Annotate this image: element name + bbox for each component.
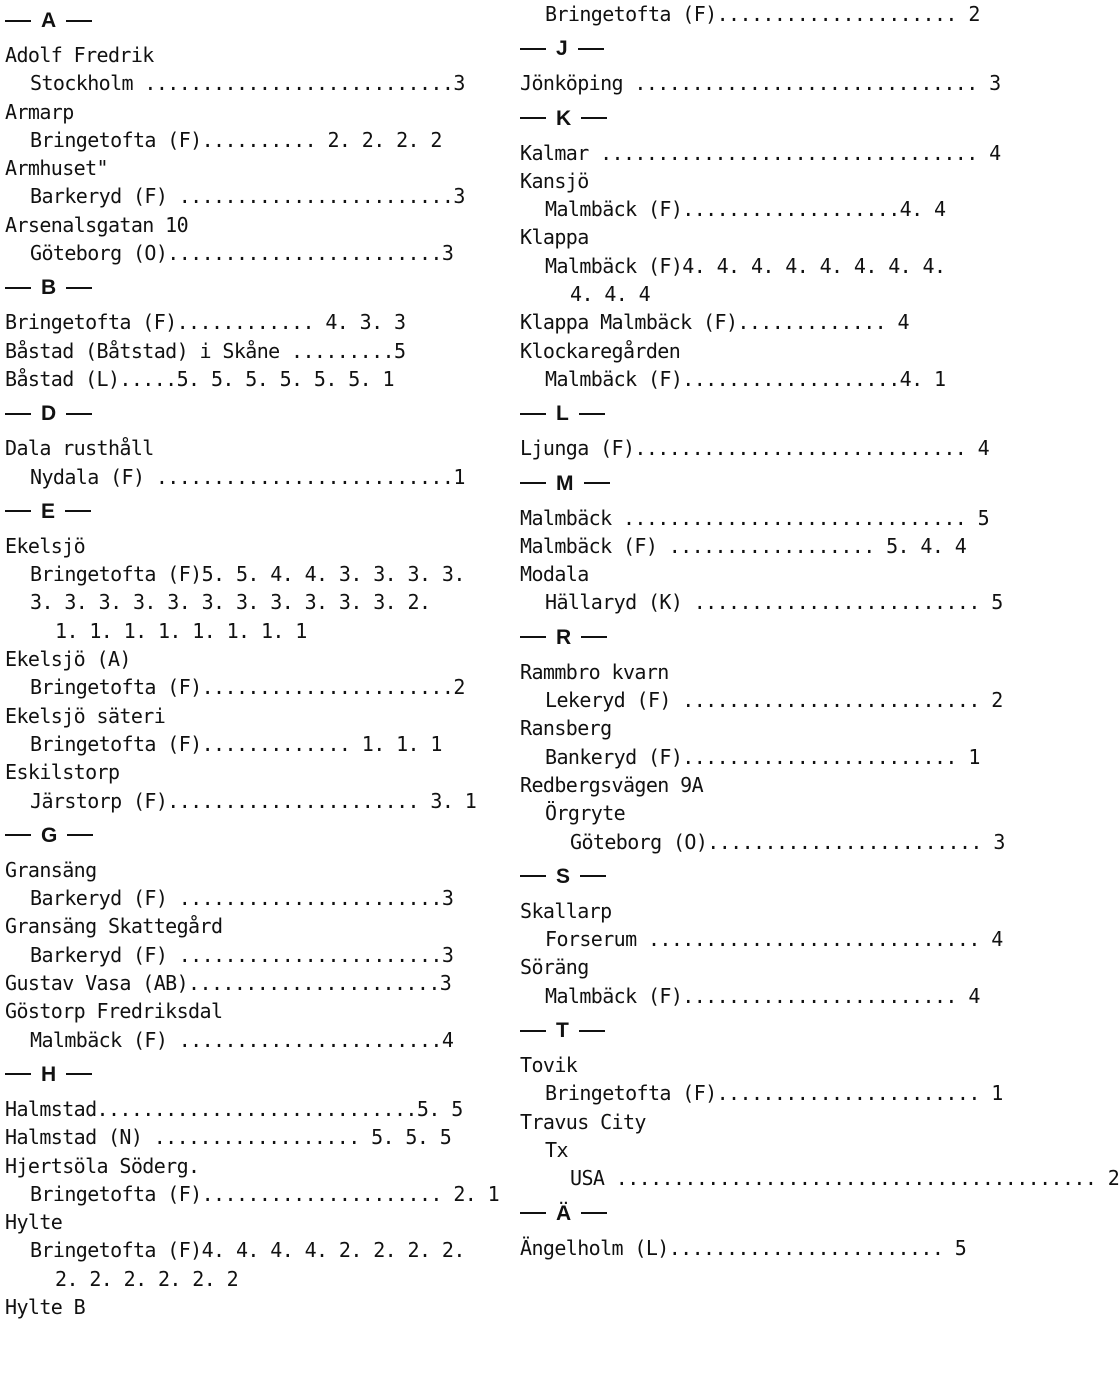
index-subentry: Lekeryd (F) .......................... 2: [545, 688, 1003, 713]
heading-dash-left: [520, 636, 546, 638]
heading-dash-right: [67, 834, 93, 836]
index-entry: Ängelholm (L)........................ 5: [520, 1235, 967, 1260]
index-entry: Hjertsöla Söderg.: [5, 1153, 200, 1178]
index-subentry: Malmbäck (F) .......................4: [30, 1027, 454, 1052]
index-entry: Bringetofta (F)............ 4. 3. 3: [5, 310, 406, 335]
heading-dash-right: [66, 413, 92, 415]
index-subentry: Forserum ............................. 4: [545, 927, 1003, 952]
section-letter: E: [41, 499, 56, 523]
index-entry: Modala: [520, 562, 589, 587]
index-entry: Båstad (L).....5. 5. 5. 5. 5. 5. 1: [5, 366, 394, 391]
index-subentry: Barkeryd (F) .......................3: [30, 886, 454, 911]
index-subentry: Bringetofta (F)..................... 2. 1: [30, 1181, 500, 1206]
section-heading: [5, 0, 455, 41]
section-letter: M: [556, 471, 574, 495]
heading-dash-left: [5, 1073, 31, 1075]
heading-dash-left: [520, 1212, 546, 1214]
index-entry: Armarp: [5, 99, 74, 124]
section-heading: [5, 815, 455, 856]
index-entry: Ekelsjö säteri: [5, 703, 166, 728]
index-entry: Halmstad (N) .................. 5. 5. 5: [5, 1125, 452, 1150]
index-column-right: [520, 0, 1119, 1262]
index-entry: Kalmar ................................. 4: [520, 140, 1001, 165]
index-entry: Ljunga (F)............................. 4: [520, 436, 990, 461]
section-letter: A: [41, 9, 57, 32]
index-subentry: USA .......................................... 2: [570, 1166, 1119, 1191]
index-subentry: 2. 2. 2. 2. 2. 2: [55, 1266, 239, 1291]
index-subentry: Bringetofta (F)....................... 1: [545, 1081, 1003, 1106]
section-heading: [520, 1010, 970, 1051]
index-subentry: 1. 1. 1. 1. 1. 1. 1. 1: [55, 618, 307, 643]
index-entry: Adolf Fredrik: [5, 43, 154, 67]
section-letter: H: [41, 1062, 57, 1086]
index-entry: Hylte: [5, 1210, 63, 1235]
index-entry: Gransäng Skattegård: [5, 914, 223, 939]
index-subentry: Bringetofta (F)5. 5. 4. 4. 3. 3. 3. 3.: [30, 562, 465, 587]
index-entry: Skallarp: [520, 898, 612, 923]
section-letter: G: [41, 823, 58, 847]
index-subentry: Barkeryd (F) ........................3: [30, 184, 465, 209]
index-entry: Ransberg: [520, 716, 612, 741]
index-subentry: Bringetofta (F)..................... 2: [545, 2, 980, 26]
section-letter: L: [556, 402, 569, 426]
heading-dash-left: [520, 1030, 546, 1032]
index-subentry: Göteborg (O)........................3: [30, 241, 454, 266]
heading-dash-right: [66, 20, 92, 22]
index-entry: Kansjö: [520, 168, 589, 193]
index-entry: Tovik: [520, 1053, 578, 1078]
section-letter: T: [556, 1019, 569, 1043]
heading-dash-left: [520, 117, 546, 119]
index-entry: Klappa Malmbäck (F)............. 4: [520, 310, 909, 335]
section-letter: K: [556, 106, 572, 130]
heading-dash-left: [5, 413, 31, 415]
heading-dash-right: [579, 413, 605, 415]
index-entry: Gustav Vasa (AB)......................3: [5, 971, 452, 996]
index-subentry: Malmbäck (F)........................ 4: [545, 983, 980, 1008]
index-subentry: Tx: [545, 1137, 568, 1162]
index-subentry: Järstorp (F)...................... 3. 1: [30, 788, 477, 813]
section-heading: [5, 491, 455, 532]
index-subentry: Bringetofta (F).......... 2. 2. 2. 2: [30, 127, 442, 152]
index-entry: Gransäng: [5, 857, 97, 882]
index-subentry: Nydala (F) ..........................1: [30, 464, 465, 489]
index-subentry: Barkeryd (F) .......................3: [30, 942, 454, 967]
heading-dash-left: [5, 287, 31, 289]
index-entry: Arsenalsgatan 10: [5, 212, 189, 237]
index-entry: Dala rusthåll: [5, 436, 154, 461]
heading-dash-left: [520, 482, 546, 484]
index-entry: Malmbäck (F) .................. 5. 4. 4: [520, 533, 967, 558]
index-entry: Söräng: [520, 955, 589, 980]
index-subentry: Stockholm ...........................3: [30, 71, 465, 96]
index-entry: Göstorp Fredriksdal: [5, 999, 223, 1024]
index-subentry: Bankeryd (F)........................ 1: [545, 744, 980, 769]
section-heading: [520, 28, 970, 69]
heading-dash-right: [581, 636, 607, 638]
index-entry: Ekelsjö (A): [5, 647, 131, 672]
heading-dash-right: [581, 1212, 607, 1214]
index-entry: Jönköping .............................. 3: [520, 71, 1001, 96]
index-subentry: Örgryte: [545, 801, 626, 826]
index-subentry: Bringetofta (F)4. 4. 4. 4. 2. 2. 2. 2.: [30, 1238, 465, 1263]
index-entry: Rammbro kvarn: [520, 659, 669, 684]
index-entry: Armhuset": [5, 156, 108, 181]
index-column-left: [5, 0, 500, 1321]
index-entry: Klappa: [520, 225, 589, 250]
index-subentry: Malmbäck (F)4. 4. 4. 4. 4. 4. 4. 4.: [545, 253, 946, 278]
section-letter: J: [556, 37, 568, 61]
heading-dash-left: [5, 20, 31, 22]
heading-dash-right: [66, 287, 92, 289]
section-heading: [520, 856, 970, 897]
section-heading: [5, 393, 455, 434]
heading-dash-right: [66, 1073, 92, 1075]
index-subentry: Hällaryd (K) ......................... 5: [545, 590, 1003, 615]
index-entry: Ekelsjö: [5, 533, 86, 558]
section-heading: [520, 98, 970, 139]
heading-dash-left: [5, 510, 31, 512]
section-heading: [520, 1193, 970, 1234]
index-entry: Klockaregården: [520, 338, 681, 363]
section-heading: [520, 393, 970, 434]
heading-dash-left: [5, 834, 31, 836]
index-entry: Båstad (Båtstad) i Skåne .........5: [5, 338, 406, 363]
index-subentry: Malmbäck (F)...................4. 1: [545, 366, 946, 391]
heading-dash-right: [580, 875, 606, 877]
section-heading: [5, 1054, 455, 1095]
section-heading: [5, 267, 455, 308]
heading-dash-right: [581, 117, 607, 119]
index-subentry: Malmbäck (F)...................4. 4: [545, 197, 946, 222]
heading-dash-right: [579, 1030, 605, 1032]
section-heading: [520, 617, 970, 658]
section-letter: D: [41, 402, 57, 426]
index-entry: Eskilstorp: [5, 760, 120, 785]
heading-dash-left: [520, 48, 546, 50]
section-letter: R: [556, 625, 572, 649]
index-subentry: Bringetofta (F)............. 1. 1. 1: [30, 731, 442, 756]
section-letter: S: [556, 864, 571, 888]
index-entry: Malmbäck .............................. 5: [520, 505, 990, 530]
section-heading: [520, 463, 970, 504]
index-entry: Hylte B: [5, 1294, 86, 1319]
heading-dash-right: [578, 48, 604, 50]
index-subentry: 3. 3. 3. 3. 3. 3. 3. 3. 3. 3. 3. 2.: [30, 590, 431, 615]
index-subentry: Göteborg (O)........................ 3: [570, 829, 1005, 854]
heading-dash-right: [584, 482, 610, 484]
index-subentry: 4. 4. 4: [570, 282, 651, 307]
heading-dash-left: [520, 875, 546, 877]
heading-dash-right: [65, 510, 91, 512]
index-entry: Redbergsvägen 9A: [520, 772, 704, 797]
section-letter: B: [41, 276, 57, 300]
index-entry: Halmstad............................5. 5: [5, 1096, 463, 1121]
index-entry: Travus City: [520, 1109, 646, 1134]
index-subentry: Bringetofta (F)......................2: [30, 675, 465, 700]
heading-dash-left: [520, 413, 546, 415]
section-letter: Ä: [556, 1201, 572, 1225]
